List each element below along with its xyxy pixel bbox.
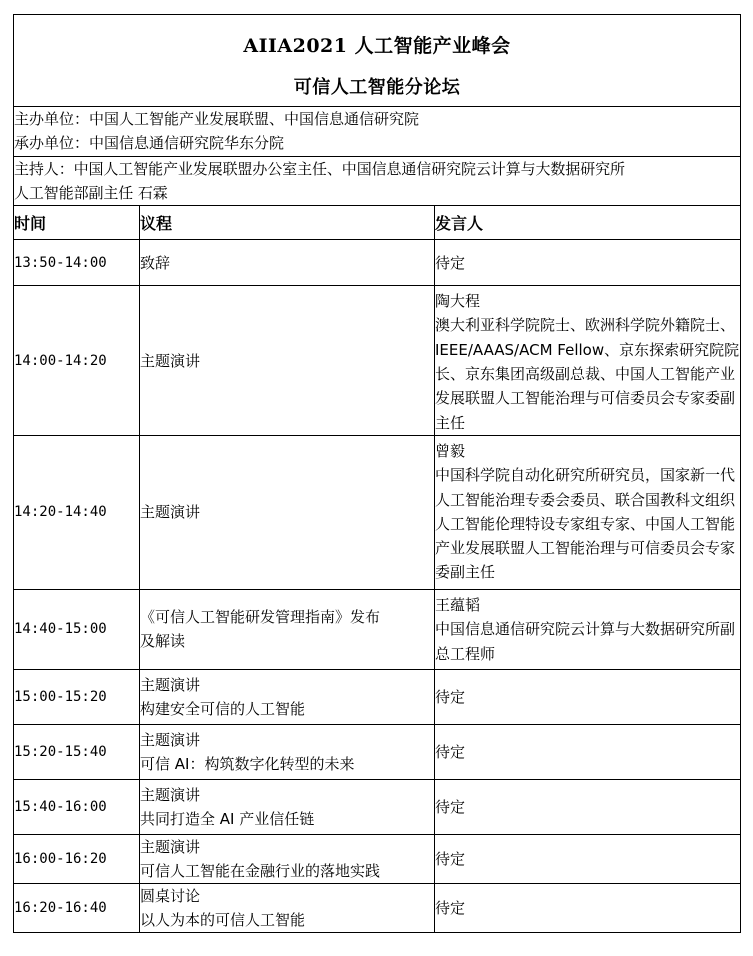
agenda-line-2: 构建安全可信的人工智能 bbox=[140, 699, 306, 718]
speaker-bio: 澳大利亚科学院院士、欧洲科学院外籍院士、IEEE/AAAS/ACM Fellow、京东探索研究院院长、京东集团高级副总裁、中国人工智能产业发展联盟人工智能治理与可信委员会专家委副主任 bbox=[435, 316, 740, 432]
row-speaker bbox=[435, 779, 741, 834]
table-row bbox=[14, 779, 741, 834]
row-time: 14:40-15:00 bbox=[14, 589, 140, 669]
row-speaker bbox=[435, 435, 741, 589]
table-row bbox=[14, 435, 741, 589]
row-speaker bbox=[435, 834, 741, 883]
agenda-line-1: 《可信人工智能研发管理指南》发布 bbox=[140, 608, 381, 627]
row-speaker bbox=[435, 286, 741, 436]
speaker-bio: 中国信息通信研究院云计算与大数据研究所副总工程师 bbox=[435, 620, 736, 663]
table-row bbox=[14, 834, 741, 883]
agenda-line-1: 主题演讲 bbox=[140, 785, 201, 804]
column-header-agenda: 议程 bbox=[140, 206, 435, 240]
row-agenda bbox=[140, 669, 435, 724]
speaker-name: 待定 bbox=[435, 898, 466, 917]
row-agenda bbox=[140, 435, 435, 589]
row-speaker bbox=[435, 240, 741, 286]
agenda-table bbox=[13, 14, 741, 933]
agenda-line-1: 主题演讲 bbox=[140, 351, 201, 370]
speaker-name: 待定 bbox=[435, 687, 466, 706]
speaker-name: 王蕴韬 bbox=[435, 595, 481, 614]
row-agenda bbox=[140, 779, 435, 834]
host-cell bbox=[14, 156, 741, 206]
speaker-name: 曾毅 bbox=[435, 441, 466, 460]
row-speaker bbox=[435, 589, 741, 669]
host-line-2: 人工智能部副主任 石霖 bbox=[14, 183, 168, 202]
organizer-cell bbox=[14, 107, 741, 157]
host-row bbox=[14, 156, 741, 206]
speaker-name: 待定 bbox=[435, 742, 466, 761]
speaker-name: 陶大程 bbox=[435, 292, 481, 311]
table-header-row bbox=[14, 206, 741, 240]
column-header-speaker: 发言人 bbox=[435, 206, 741, 240]
agenda-line-1: 主题演讲 bbox=[140, 730, 201, 749]
row-agenda bbox=[140, 240, 435, 286]
table-row bbox=[14, 240, 741, 286]
row-speaker bbox=[435, 724, 741, 779]
host-line-1: 主持人：中国人工智能产业发展联盟办公室主任、中国信息通信研究院云计算与大数据研究所 bbox=[14, 159, 625, 178]
row-time: 15:00-15:20 bbox=[14, 669, 140, 724]
speaker-name: 待定 bbox=[435, 253, 466, 272]
page-title: AIIA2021 人工智能产业峰会 bbox=[243, 35, 511, 58]
table-row bbox=[14, 883, 741, 932]
column-header-time: 时间 bbox=[14, 206, 140, 240]
speaker-name: 待定 bbox=[435, 849, 466, 868]
table-row bbox=[14, 669, 741, 724]
agenda-line-2: 可信人工智能在金融行业的落地实践 bbox=[140, 861, 381, 880]
organizer-line: 主办单位：中国人工智能产业发展联盟、中国信息通信研究院 bbox=[14, 110, 420, 128]
table-row bbox=[14, 589, 741, 669]
row-agenda bbox=[140, 724, 435, 779]
table-row bbox=[14, 286, 741, 436]
row-agenda bbox=[140, 834, 435, 883]
organizer-row bbox=[14, 107, 741, 157]
agenda-line-1: 主题演讲 bbox=[140, 837, 201, 856]
row-time: 14:00-14:20 bbox=[14, 286, 140, 436]
speaker-name: 待定 bbox=[435, 797, 466, 816]
agenda-line-2: 及解读 bbox=[140, 632, 186, 651]
agenda-line-1: 主题演讲 bbox=[140, 675, 201, 694]
agenda-line-1: 主题演讲 bbox=[140, 503, 201, 522]
page-subtitle: 可信人工智能分论坛 bbox=[293, 77, 461, 99]
row-time: 15:20-15:40 bbox=[14, 724, 140, 779]
title-row bbox=[14, 15, 741, 107]
speaker-bio: 中国科学院自动化研究所研究员，国家新一代人工智能治理专委会委员、联合国教科文组织人工智能伦理特设专家组专家、中国人工智能产业发展联盟人工智能治理与可信委员会专家委副主任 bbox=[435, 466, 736, 582]
row-time: 14:20-14:40 bbox=[14, 435, 140, 589]
row-agenda bbox=[140, 883, 435, 932]
row-agenda bbox=[140, 589, 435, 669]
co-organizer-line: 承办单位：中国信息通信研究院华东分院 bbox=[14, 134, 285, 153]
agenda-line-1: 致辞 bbox=[140, 253, 171, 272]
agenda-line-2: 以人为本的可信人工智能 bbox=[140, 910, 306, 929]
agenda-line-1: 圆桌讨论 bbox=[140, 886, 201, 905]
agenda-line-2: 共同打造全 AI 产业信任链 bbox=[140, 809, 315, 828]
table-row bbox=[14, 724, 741, 779]
row-time: 15:40-16:00 bbox=[14, 779, 140, 834]
row-speaker bbox=[435, 883, 741, 932]
title-cell bbox=[14, 15, 741, 107]
row-speaker bbox=[435, 669, 741, 724]
row-time: 16:20-16:40 bbox=[14, 883, 140, 932]
row-time: 16:00-16:20 bbox=[14, 834, 140, 883]
row-time: 13:50-14:00 bbox=[14, 240, 140, 286]
row-agenda bbox=[140, 286, 435, 436]
agenda-line-2: 可信 AI：构筑数字化转型的未来 bbox=[140, 754, 355, 773]
